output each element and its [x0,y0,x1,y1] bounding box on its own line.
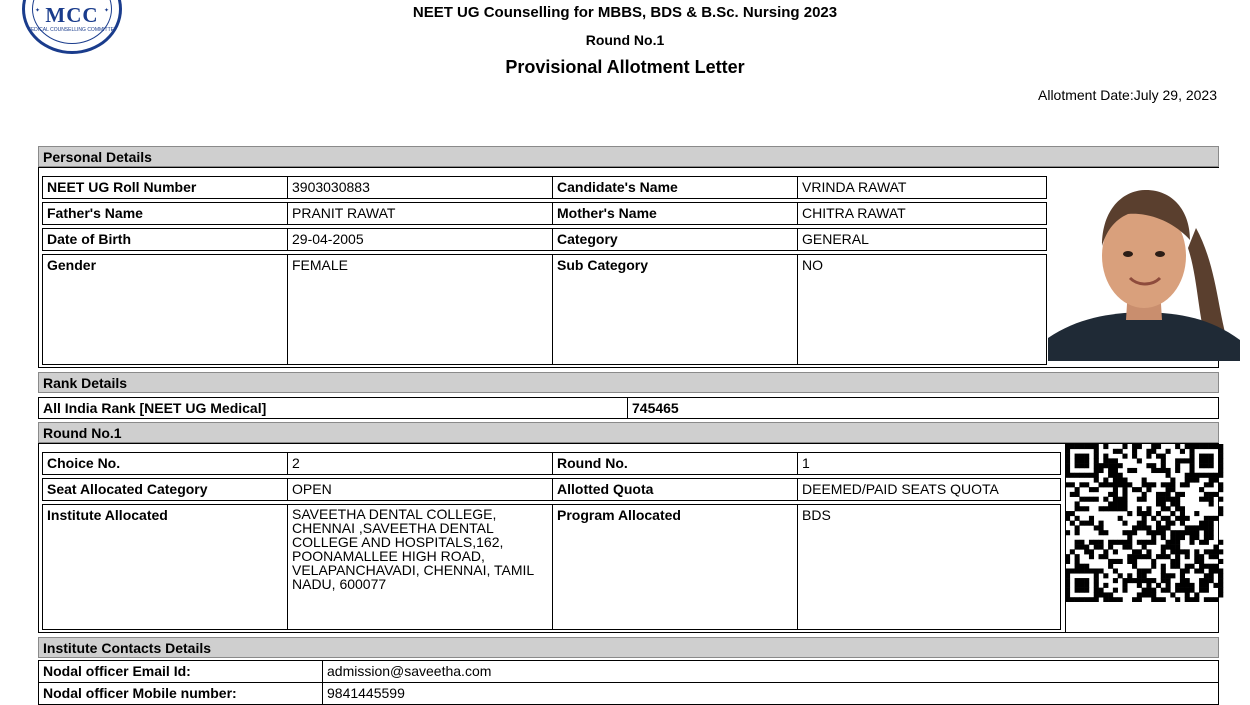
air-label: All India Rank [NEET UG Medical] [38,397,628,419]
gender-value: FEMALE [287,254,553,365]
logo-text: MCC [45,3,99,27]
choice-value: 2 [287,452,553,475]
institute-label: Institute Allocated [42,504,288,630]
dob-label: Date of Birth [42,228,288,251]
category-value: GENERAL [797,228,1047,251]
logo-subtext: MEDICAL COUNSELLING COMMITTEE [26,27,118,33]
letter-title: Provisional Allotment Letter [505,57,745,77]
logo-star-icon: ✦ [35,8,41,14]
candidate-name-label: Candidate's Name [552,176,798,199]
quota-label: Allotted Quota [552,478,798,501]
seat-category-value: OPEN [287,478,553,501]
mother-name-label: Mother's Name [552,202,798,225]
roll-label: NEET UG Roll Number [42,176,288,199]
email-value: admission@saveetha.com [322,660,1219,683]
seat-category-label: Seat Allocated Category [42,478,288,501]
sub-category-label: Sub Category [552,254,798,365]
document-title: NEET UG Counselling for MBBS, BDS & B.Sc. Nursing 2023 [412,4,838,21]
qr-code [1065,444,1225,602]
category-label: Category [552,228,798,251]
roll-value: 3903030883 [287,176,553,199]
candidate-name-value: VRINDA RAWAT [797,176,1047,199]
father-name-value: PRANIT RAWAT [287,202,553,225]
father-name-label: Father's Name [42,202,288,225]
personal-details-heading: Personal Details [38,146,1219,167]
mother-name-value: CHITRA RAWAT [797,202,1047,225]
dob-value: 29-04-2005 [287,228,553,251]
mobile-value: 9841445599 [322,682,1219,705]
mobile-label: Nodal officer Mobile number: [38,682,323,705]
candidate-photo [1048,168,1240,361]
round-no-label: Round No. [552,452,798,475]
choice-label: Choice No. [42,452,288,475]
round-heading: Round No.1 [585,32,665,48]
institute-value: SAVEETHA DENTAL COLLEGE, CHENNAI ,SAVEETHA DENTAL COLLEGE AND HOSPITALS,162, POONAMALLEE HIGH ROAD, VELAPANCHAVADI, CHENNAI, TAMIL NADU, 600077 [287,504,553,630]
air-value: 745465 [627,397,1219,419]
institute-contacts-heading: Institute Contacts Details [38,637,1219,658]
round-details-heading: Round No.1 [38,422,1219,443]
program-label: Program Allocated [552,504,798,630]
allotment-date: Allotment Date:July 29, 2023 [1038,87,1217,103]
gender-label: Gender [42,254,288,365]
round-no-value: 1 [797,452,1061,475]
rank-details-heading: Rank Details [38,372,1219,393]
program-value: BDS [797,504,1061,630]
sub-category-value: NO [797,254,1047,365]
quota-value: DEEMED/PAID SEATS QUOTA [797,478,1061,501]
email-label: Nodal officer Email Id: [38,660,323,683]
logo-star-icon: ✦ [103,8,109,14]
